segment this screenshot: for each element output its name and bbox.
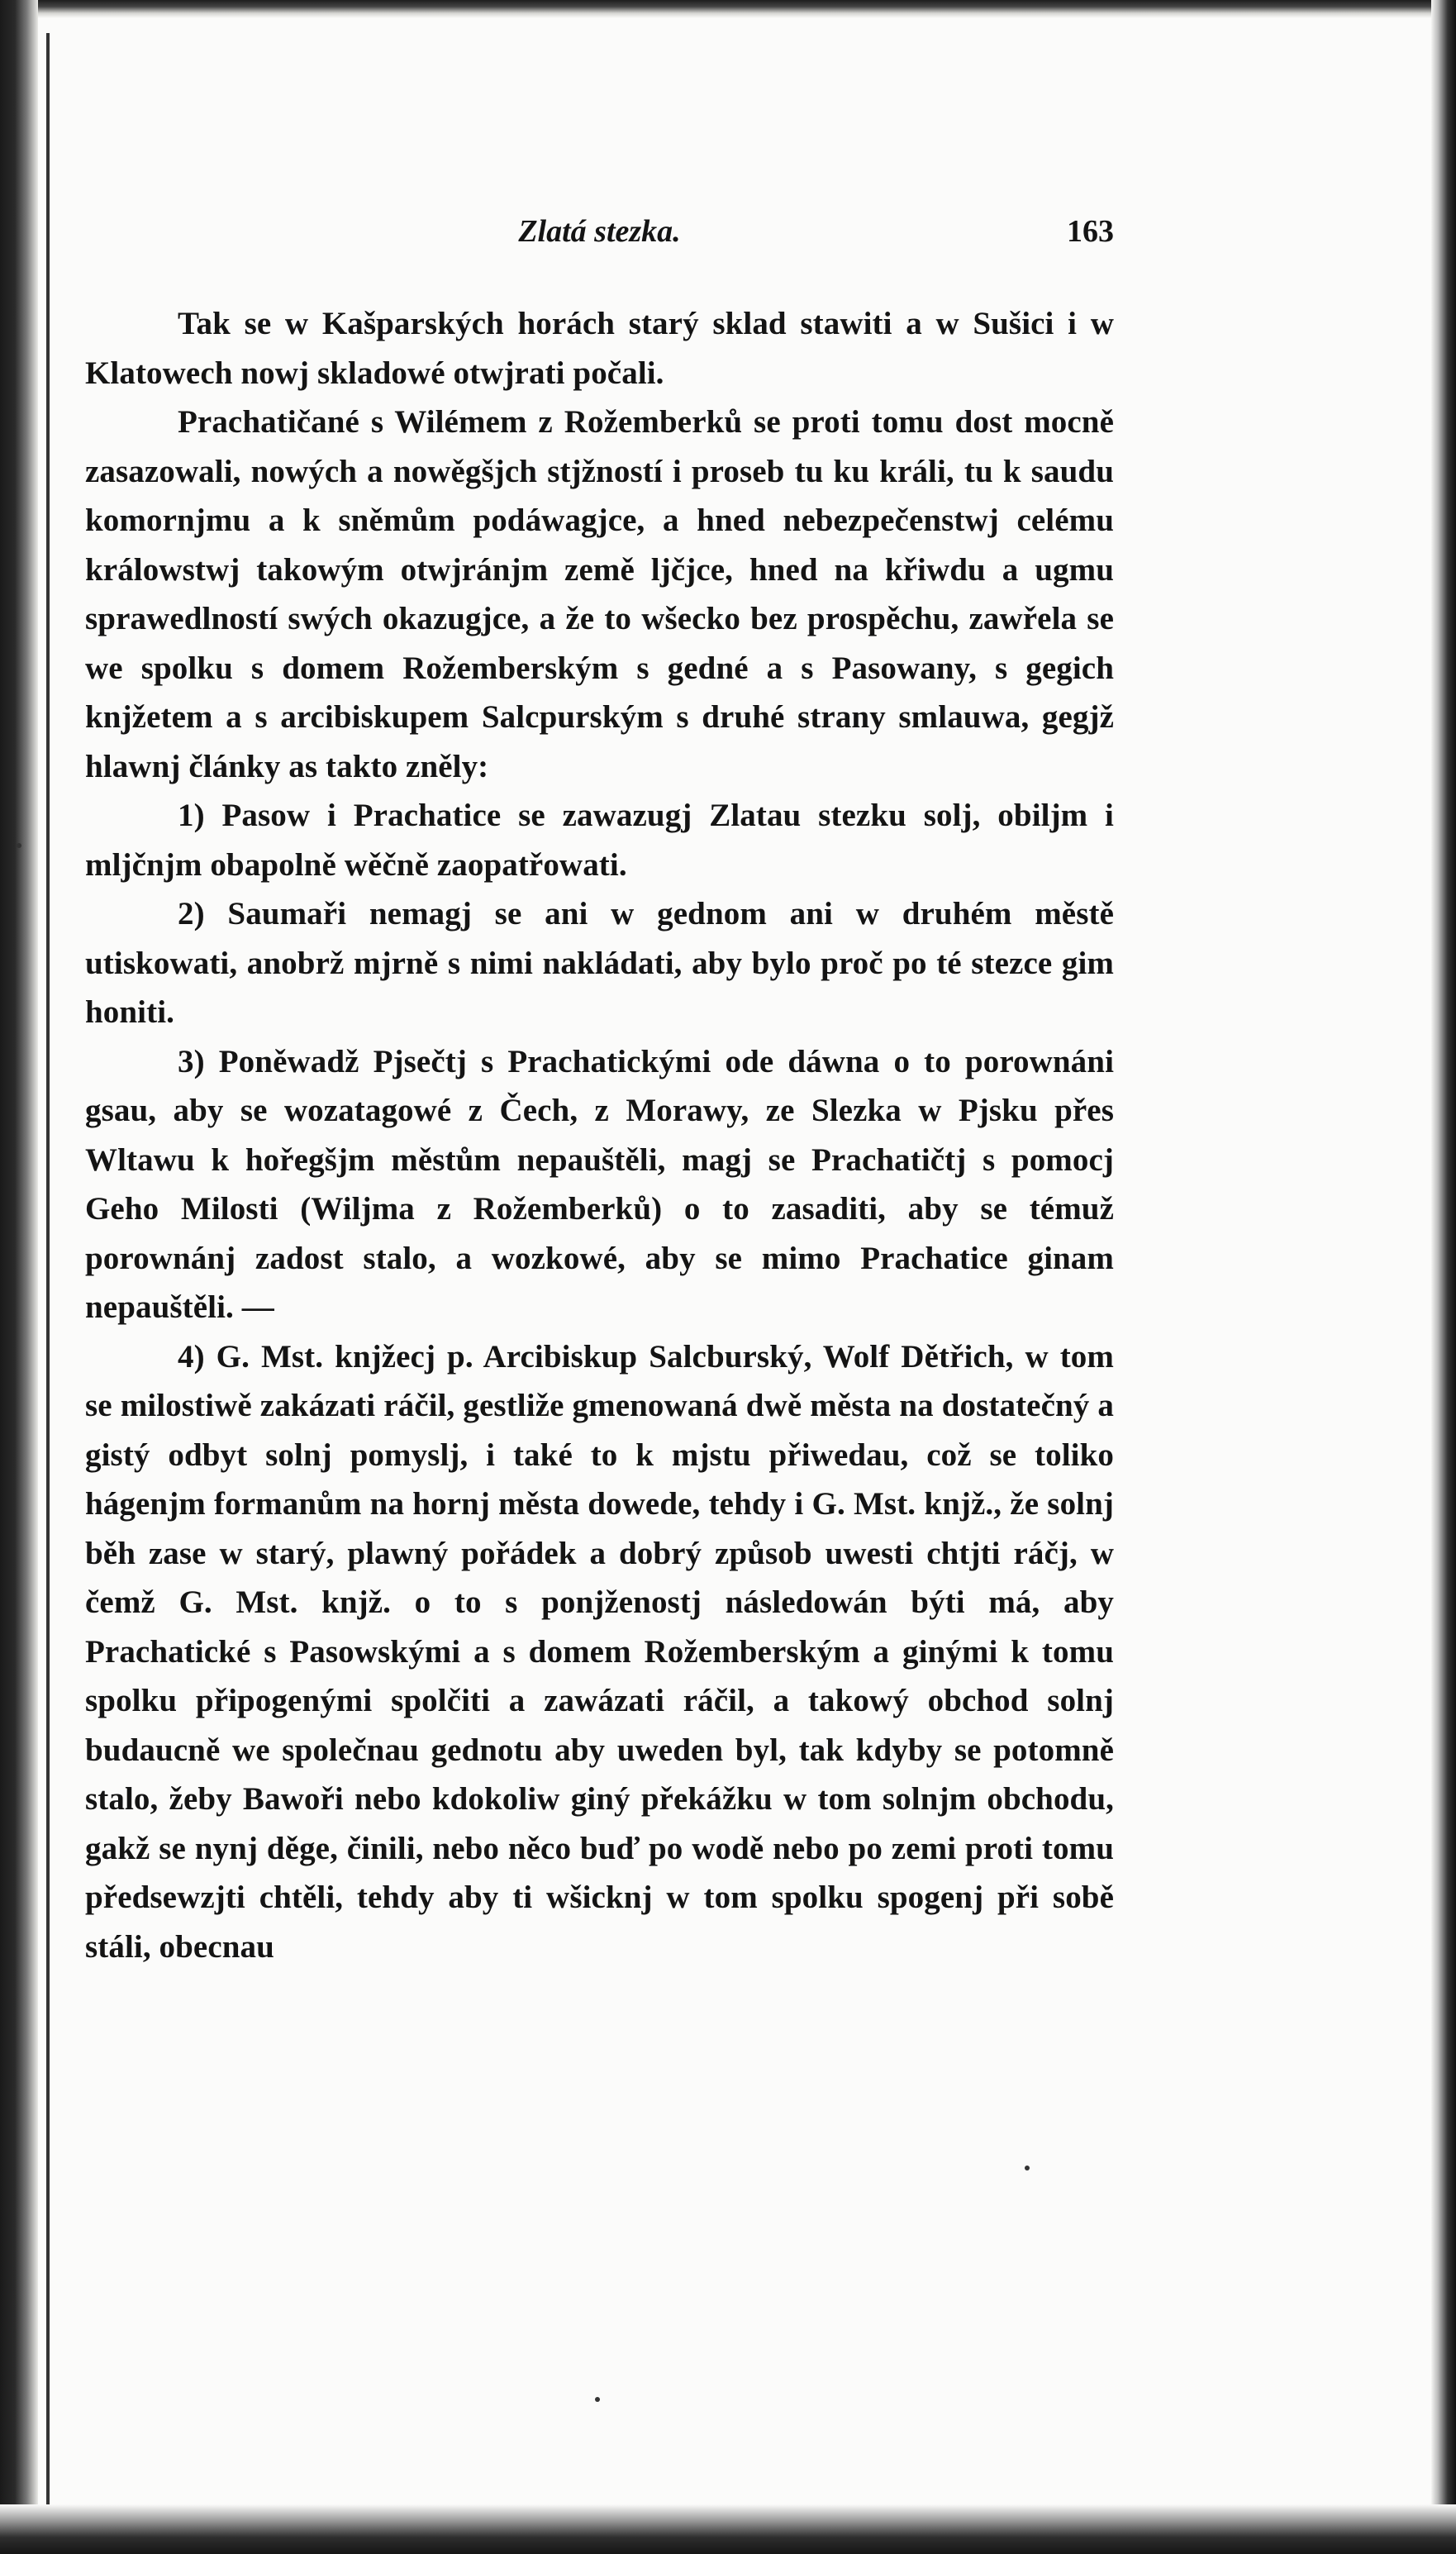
page-number: 163 <box>1067 214 1114 249</box>
running-title: Zlatá stezka. <box>518 214 681 249</box>
paragraph: 1) Pasow i Prachatice se zawazugj Zlatau stezku solj, obiljm i mljčnjm obapolně wěčně zaopatřowati. <box>85 798 1114 883</box>
book-spine-shadow <box>0 0 38 2554</box>
page-top-edge <box>0 0 1456 18</box>
paragraph: 3) Poněwadž Pjsečtj s Prachatickými ode dáwna o to porownáni gsau, aby se wozatagowé z Čech, z Morawy, ze Slezka w Pjsku přes Wltawu k hořegšjm městům nepauštěli, magj se Prachatičtj s pomocj Geho Milosti (Wiljma z Rožemberků) o to zasaditi, aby se témuž porownánj zadost stalo, a wozkowé, aby se mimo Prachatice ginam nepauštěli. — <box>85 1043 1114 1325</box>
running-head <box>85 213 1114 263</box>
paragraph: 4) G. Mst. knjžecj p. Arcibiskup Salcburský, Wolf Dětřich, w tom se milostiwě zakázati ráčil, gestliže gmenowaná dwě města na dostatečný a gistý odbyt solnj pomyslj, i také to k mjstu přiwedau, což se toliko hágenjm formanům na hornj města dowede, tehdy i G. Mst. knjž., že solnj běh zase w starý, plawný pořádek a dobrý způsob uwesti chtjti ráčj, w čemž G. Mst. knjž. o to s ponjženostj následowán býti má, aby Prachatické s Pasowskými a s domem Rožemberským a ginými k tomu spolku připogenými spolčiti a zawázati ráčil, a takowý obchod solnj budaucně we společnau gednotu aby uweden byl, tak kdyby se potomně stalo, žeby Bawoři nebo kdokoliw giný překážku w tom solnjm obchodu, gakž se nynj děge, činili, nebo něco buď po wodě nebo po zemi proti tomu předsewzjti chtěli, tehdy aby ti wšicknj w tom spolku spogenj při sobě stáli, obecnau <box>85 1338 1114 1965</box>
page-bottom-edge <box>0 2504 1456 2554</box>
speck <box>17 843 21 848</box>
body-text <box>85 299 1114 1971</box>
speck <box>595 2397 600 2402</box>
page-content <box>85 213 1114 1971</box>
speck <box>1025 2166 1030 2170</box>
paragraph: Prachatičané s Wilémem z Rožemberků se proti tomu dost mocně zasazowali, nowých a nowěgšjch stjžností i proseb tu ku králi, tu k saudu komornjmu a k sněmům podáwagjce, a hned nebezpečenstwj celému králowstwj takowým otwjránjm země ljčjce, hned na křiwdu a ugmu sprawedlností swých okazugjce, a že to wšecko bez prospěchu, zawřela se we spolku s domem Rožemberským s gedné a s Pasowany, s gegich knjžetem a s arcibiskupem Salcpurským s druhé strany smlauwa, gegjž hlawnj články as takto zněly: <box>85 404 1114 784</box>
paragraph: 2) Saumaři nemagj se ani w gednom ani w druhém městě utiskowati, anobrž mjrně s nimi nakládati, aby bylo proč po té stezce gim honiti. <box>85 896 1114 1030</box>
page-right-edge <box>1431 0 1456 2554</box>
paragraph: Tak se w Kašparských horách starý sklad stawiti a w Sušici i w Klatowech nowj skladowé otwjrati počali. <box>85 306 1114 391</box>
page-fold-line <box>46 33 50 2513</box>
